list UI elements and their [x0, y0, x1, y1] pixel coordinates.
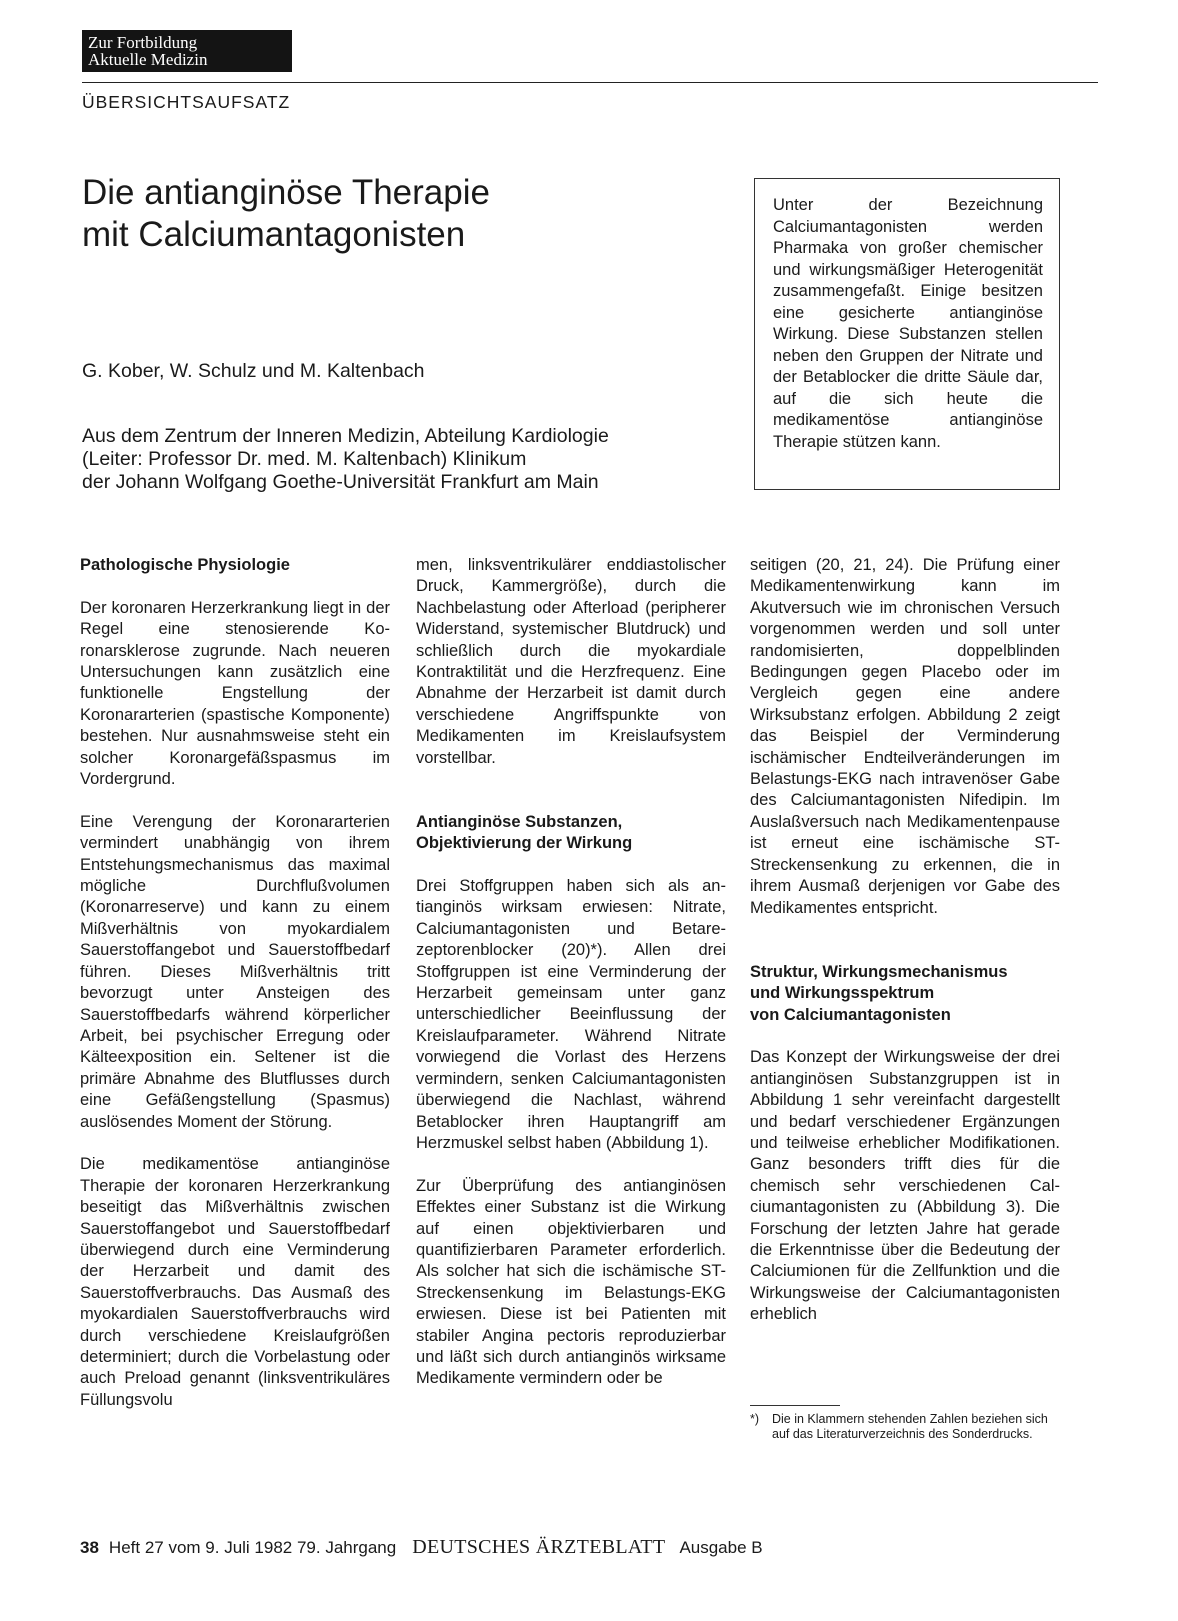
top-rule	[82, 82, 1098, 83]
section-label: ÜBERSICHTSAUFSATZ	[82, 92, 291, 112]
issue-info: Heft 27 vom 9. Juli 1982 79. Jahrgang	[108, 1538, 397, 1557]
affiliation-line-1: Aus dem Zentrum der Inneren Medizin, Abteilung Kardiologie	[82, 425, 609, 447]
paragraph: Die medikamentöse antianginöse Therapie der koronaren Herzerkrankung beseitigt das Mißverhältnis zwischen Sauerstoffangebot und Sauerstoffbedarf überwiegend durch eine Verminderung der Herzarbeit und damit des Sauerstoffverbrauchs. Das Ausmaß des myokardialen Sauerstoffverbrauchs wird durch verschiedene Kreislaufgrößen determiniert; durch die Vorbelastung oder auch Preload genannt (linksventrikuläres Füllungsvolu	[80, 1155, 390, 1409]
page-footer	[80, 1536, 763, 1559]
heading-line: von Calciumantagonisten	[750, 1005, 951, 1024]
kicker-line-2: Aktuelle Medizin	[88, 50, 208, 69]
edition: Ausgabe B	[679, 1538, 763, 1557]
heading-struktur-wirkungsmechanismus	[750, 962, 1060, 1026]
column-1	[80, 555, 390, 1411]
paragraph: Das Konzept der Wirkungsweise der drei antianginösen Substanzgruppen ist in Abbildung 1 sehr vereinfacht dargestellt und bedarf verschiedener Ergänzungen und teilweise erheblicher Modifikationen. Ganz besonders trifft dies für die chemisch sehr verschiedenen Calciumantagonisten zu (Abbildung 3). Die Forschung der letzten Jahre hat gerade die Erkenntnisse über die Bedeutung der Calciumionen für die Zellfunktion und die Wirkungsweise der Calciumantagonisten erheblich	[750, 1048, 1060, 1324]
footnote-rule	[750, 1405, 840, 1406]
affiliation-line-3: der Johann Wolfgang Goethe-Universität Frankfurt am Main	[82, 471, 599, 493]
heading-antianginoese-substanzen	[416, 812, 726, 855]
page-number: 38	[80, 1538, 99, 1557]
column-2	[416, 555, 726, 1390]
heading-line: Struktur, Wirkungsmechanismus	[750, 962, 1008, 981]
affiliation	[82, 425, 722, 494]
affiliation-line-2: (Leiter: Professor Dr. med. M. Kaltenbach) Klinikum	[82, 448, 527, 470]
abstract-box	[754, 178, 1060, 490]
heading-line: und Wirkungsspektrum	[750, 984, 935, 1003]
paragraph: Drei Stoffgruppen haben sich als antianginös wirksam erwiesen: Nitrate, Calciumantagonisten und Betarezeptorenblocker (20)*). Allen drei Stoffgruppen ist eine Verminderung der Herzarbeit gemeinsam unter ganz unterschiedlicher Beeinflussung der Kreislaufparameter. Während Nitrate vorwiegend die Vorlast des Herzens vermindern, senken Calciumantagonisten überwiegend die Nachlast, während Betablocker ihren Hauptangriff am Herzmuskel selbst haben (Abbildung 1).	[416, 877, 726, 1152]
kicker-line-1: Zur Fortbildung	[88, 33, 198, 52]
title-line-1: Die antianginöse Therapie	[82, 173, 490, 212]
footnote	[750, 1412, 1060, 1442]
heading-line: Antianginöse Substanzen,	[416, 812, 623, 831]
title-line-2: mit Calciumantagonisten	[82, 215, 466, 254]
paragraph: Der koronaren Herzerkrankung liegt in der Regel eine stenosierende Koronarsklerose zugrunde. Nach neueren Untersuchungen kann zusätzlich eine funktionelle Engstellung der Koronararterien (spastische Komponente) bestehen. Nur ausnahmsweise steht ein solcher Koronargefäßspasmus im Vordergrund.	[80, 598, 390, 789]
paragraph: Zur Überprüfung des antianginösen Effektes einer Substanz ist die Wirkung auf einen objektivierbaren und quantifizierbaren Parameter erforderlich. Als solcher hat sich die ischämische ST-Streckensenkung im Belastungs-EKG erwiesen. Diese ist bei Patienten mit stabiler Angina pectoris reproduzierbar und läßt sich durch antianginös wirksame Medikamente vermindern oder be	[416, 1176, 726, 1388]
paragraph: seitigen (20, 21, 24). Die Prüfung einer Medikamentenwirkung kann im Akutversuch wie im chronischen Versuch vorgenommen werden und soll unter randomisierten, doppelblinden Bedingungen gegen Placebo oder im Vergleich gegen eine andere Wirksubstanz erfolgen. Abbildung 2 zeigt das Beispiel der Verminderung ischämischer Endteilveränderungen im Belastungs-EKG nach intravenöser Gabe des Calciumantagonisten Nifedipin. Im Auslaßversuch nach Medikamentenpause ist erneut eine ischämische ST-Streckensenkung zu erkennen, die in ihrem Ausmaß derjenigen vor Gabe des Medikamentes entspricht.	[750, 556, 1060, 917]
footnote-text: Die in Klammern stehenden Zahlen beziehen sich auf das Literaturverzeichnis des Sonderdrucks.	[772, 1412, 1048, 1441]
paragraph: men, linksventrikulärer enddiastolischer Druck, Kammergröße), durch die Nachbelastung oder Afterload (peripherer Widerstand, systemischer Blutdruck) und schließlich durch die myokardiale Kontraktilität und die Herzfrequenz. Eine Abnahme der Herzarbeit ist damit durch verschiedene Angriffspunkte von Medikamenten im Kreislaufsystem vorstellbar.	[416, 556, 726, 767]
authors: G. Kober, W. Schulz und M. Kaltenbach	[82, 360, 425, 382]
footnote-mark: *)	[750, 1412, 760, 1426]
article-title	[82, 172, 682, 256]
heading-line: Objektivierung der Wirkung	[416, 834, 633, 853]
abstract-text: Unter der Bezeichnung Calciumantagonisten werden Pharmaka von großer chemischer und wirkungsmäßiger Heterogenität zusammengefaßt. Einige besitzen eine gesicherte antianginöse Wirkung. Diese Substanzen stellen neben den Gruppen der Nitrate und der Betablocker die dritte Säule dar, auf die sich heute die medikamentöse antianginöse Therapie stützen kann.	[773, 196, 1043, 451]
paragraph: Eine Verengung der Koronararterien vermindert unabhängig von ihrem Entstehungsmechanismus das maximal mögliche Durchflußvolumen (Koronarreserve) und kann zu einem Mißverhältnis von myokardialem Sauerstoffangebot und Sauerstoffbedarf führen. Dieses Mißverhältnis tritt bevorzugt unter Ansteigen des Sauerstoffbedarfs während körperlicher Arbeit, bei psychischer Erregung oder Kälteexposition ein. Seltener ist die primäre Abnahme des Blutflusses durch eine Gefäßengstellung (Spasmus) auslösendes Moment der Störung.	[80, 812, 390, 1131]
heading-pathologische-physiologie: Pathologische Physiologie	[80, 556, 290, 574]
column-3	[750, 555, 1060, 1326]
journal-name: DEUTSCHES ÄRZTEBLATT	[412, 1536, 666, 1558]
section-kicker	[82, 30, 292, 72]
